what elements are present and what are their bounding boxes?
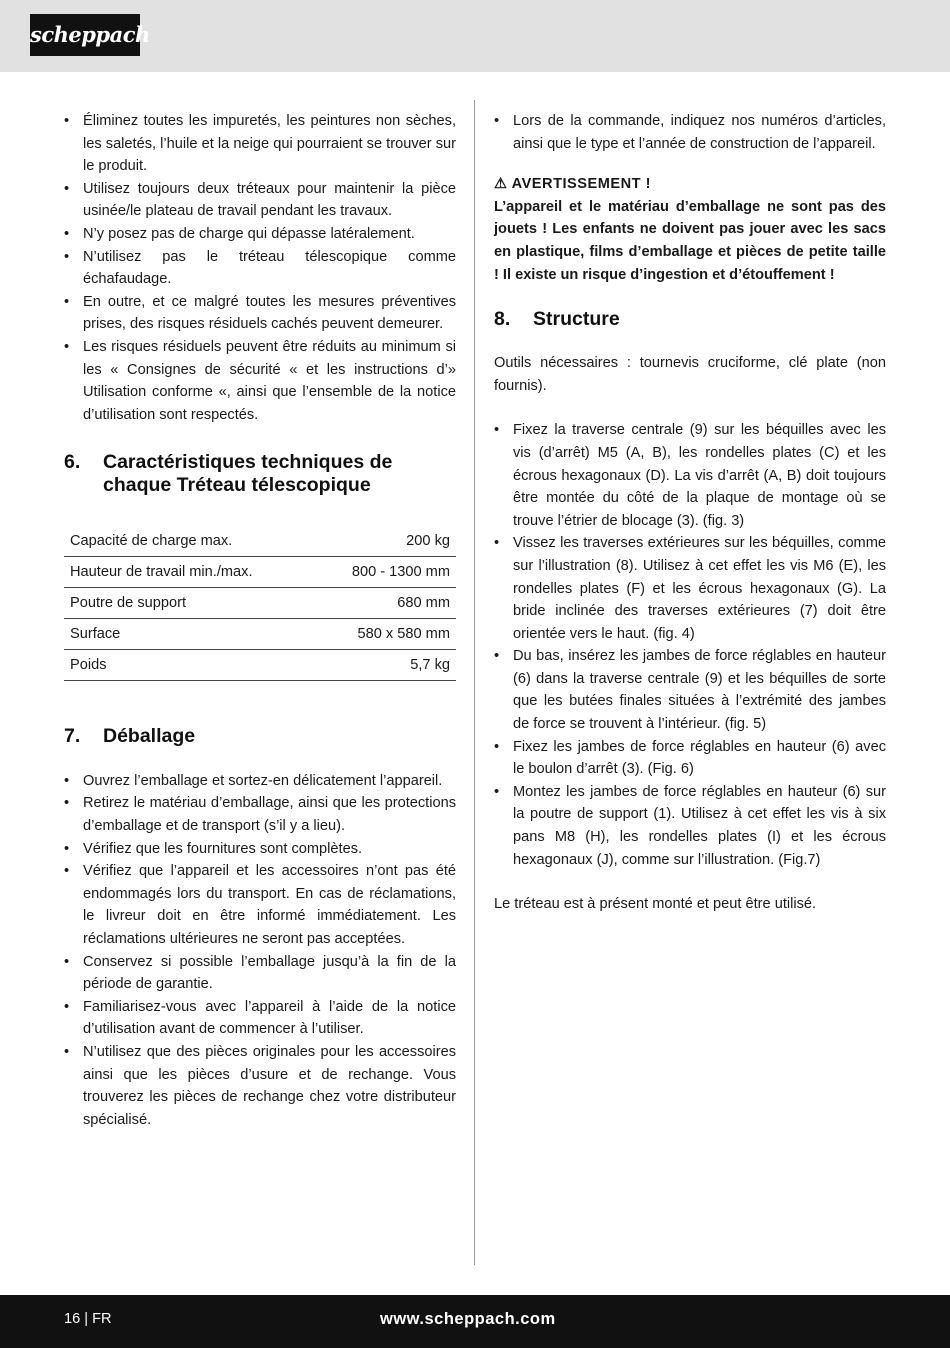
section-number: 6. [64,451,81,474]
order-list [494,110,886,155]
section-7-heading [64,725,456,748]
list-item: • Vérifiez que l’appareil et les accessoires n’ont pas été endommagés lors du transport. En cas de réclamations, le livreur doit en être informé immédiatement. Les réclamations ultérieures ne seront pas acceptées. [64,860,456,950]
section-title: Déballage [103,724,196,747]
bullet-icon: • [494,648,500,665]
list-item: • Montez les jambes de force réglables en hauteur (6) sur la poutre de support (1). Utilisez à cet effet les vis à six pans M8 (H), les rondelles plates (I) et les écrous hexagonaux (J), comme sur l’illustration. (Fig.7) [494,781,886,871]
list-item: • Éliminez toutes les impuretés, les peintures non sèches, les saletés, l’huile et la neige qui pourraient se trouver sur le produit. [64,110,456,178]
spec-label: Poutre de support [64,587,314,618]
bullet-icon: • [494,535,500,552]
bullet-icon: • [64,113,70,129]
section-number: 8. [494,308,511,331]
bullet-icon: • [64,998,70,1015]
bullet-icon: • [494,113,500,129]
bullet-icon: • [64,180,70,197]
assembly-list [494,419,886,871]
footer-band [0,1295,950,1348]
table-row [64,587,456,618]
section-title: Caractéristiques techniques de chaque Tréteau télescopique [103,451,393,497]
bullet-icon: • [494,783,500,800]
table-row [64,618,456,649]
list-item: • Familiarisez-vous avec l’appareil à l’aide de la notice d’utilisation avant de commencer à l’utiliser. [64,996,456,1041]
bullet-icon: • [494,422,500,439]
column-divider [474,100,475,1265]
spec-value: 680 mm [314,587,456,618]
bullet-icon: • [64,863,70,880]
spec-value: 800 - 1300 mm [314,556,456,587]
brand-logo [30,14,150,56]
closing-text: Le tréteau est à présent monté et peut être utilisé. [494,896,817,913]
list-item: • Lors de la commande, indiquez nos numéros d’articles, ainsi que le type et l’année de construction de l’appareil. [494,110,886,155]
safety-list [64,110,456,426]
table-row [64,649,456,680]
list-item: • Fixez la traverse centrale (9) sur les béquilles avec les vis (d’arrêt) M5 (A, B), les rondelles plates (C) et les écrous hexagonaux (D). La vis d’arrêt (A, B) doit toujours être montée du côté de la plaque de montage où se trouve l’étrier de blocage (3). (fig. 3) [494,419,886,532]
bullet-icon: • [64,953,70,970]
list-item: • Vérifiez que les fournitures sont complètes. [64,838,456,861]
bullet-icon: • [64,1043,70,1060]
section-6-heading [64,451,456,497]
logo-text: scheppach [30,22,150,47]
warning-title: ⚠ AVERTISSEMENT ! [494,176,652,193]
list-item: • Utilisez toujours deux tréteaux pour maintenir la pièce usinée/le plateau de travail pendant les travaux. [64,178,456,223]
spec-label: Surface [64,618,314,649]
bullet-icon: • [64,225,70,242]
list-item: • Les risques résiduels peuvent être réduits au minimum si les « Consignes de sécurité « et les instructions d’» Utilisation conforme «, ainsi que l’ensemble de la notice d’utilisation sont respectés. [64,336,456,426]
bullet-icon: • [64,772,70,789]
left-column [64,110,456,1131]
warning-block [494,173,886,286]
list-item: • En outre, et ce malgré toutes les mesures préventives prises, des risques résiduels cachés peuvent demeurer. [64,291,456,336]
bullet-icon: • [64,840,70,857]
list-item: • N’utilisez que des pièces originales pour les accessoires ainsi que les pièces d’usure et de rechange. Vous trouverez les pièces de rechange chez votre distributeur spécialisé. [64,1041,456,1131]
spec-label: Capacité de charge max. [64,525,314,556]
list-item: • Vissez les traverses extérieures sur les béquilles, comme sur l’illustration (8). Utilisez à cet effet les vis M6 (E), les rondelles plates (F) et les écrous hexagonaux (G). La bride inclinée des traverses extérieures (7) doit être orientée vers le haut. (fig. 4) [494,532,886,645]
section-8-heading [494,308,886,331]
page-number: 16 | FR [64,1311,112,1327]
specs-table [64,525,456,681]
list-item: • Conservez si possible l’emballage jusqu’à la fin de la période de garantie. [64,951,456,996]
bullet-icon: • [494,738,500,755]
section-number: 7. [64,724,81,747]
warning-text: L’appareil et le matériau d’emballage ne sont pas des jouets ! Les enfants ne doivent pas jouer avec les sacs en plastique, films d’emballage et pièces de petite taille ! Il existe un risque d’ingestion et d’étouffement ! [494,198,886,283]
website-link[interactable]: www.scheppach.com [380,1310,556,1328]
list-item: • N’utilisez pas le tréteau télescopique comme échafaudage. [64,246,456,291]
tools-text: Outils nécessaires : tournevis cruciforme, clé plate (non fournis). [494,355,886,394]
warning-icon: ⚠ [494,176,508,193]
bullet-icon: • [64,795,70,812]
table-row [64,525,456,556]
spec-label: Poids [64,649,314,680]
section-title: Structure [533,308,620,331]
spec-value: 580 x 580 mm [314,618,456,649]
right-column [494,110,886,916]
spec-value: 5,7 kg [314,649,456,680]
bullet-icon: • [64,293,70,310]
header-band [0,0,950,72]
list-item: • N’y posez pas de charge qui dépasse latéralement. [64,223,456,246]
list-item: • Retirez le matériau d’emballage, ainsi que les protections d’emballage et de transport (s’il y a lieu). [64,792,456,837]
list-item: • Ouvrez l’emballage et sortez-en délicatement l’appareil. [64,770,456,793]
spec-value: 200 kg [314,525,456,556]
bullet-icon: • [64,338,70,355]
table-row [64,556,456,587]
list-item: • Du bas, insérez les jambes de force réglables en hauteur (6) dans la traverse centrale (9) et les béquilles de sorte que les butées finales situées à l’extrémité des jambes de force se trouvent à l’intérieur. (fig. 5) [494,645,886,735]
spec-label: Hauteur de travail min./max. [64,556,314,587]
bullet-icon: • [64,248,70,265]
unpacking-list [64,770,456,1132]
list-item: • Fixez les jambes de force réglables en hauteur (6) avec le boulon d’arrêt (3). (Fig. 6) [494,736,886,781]
